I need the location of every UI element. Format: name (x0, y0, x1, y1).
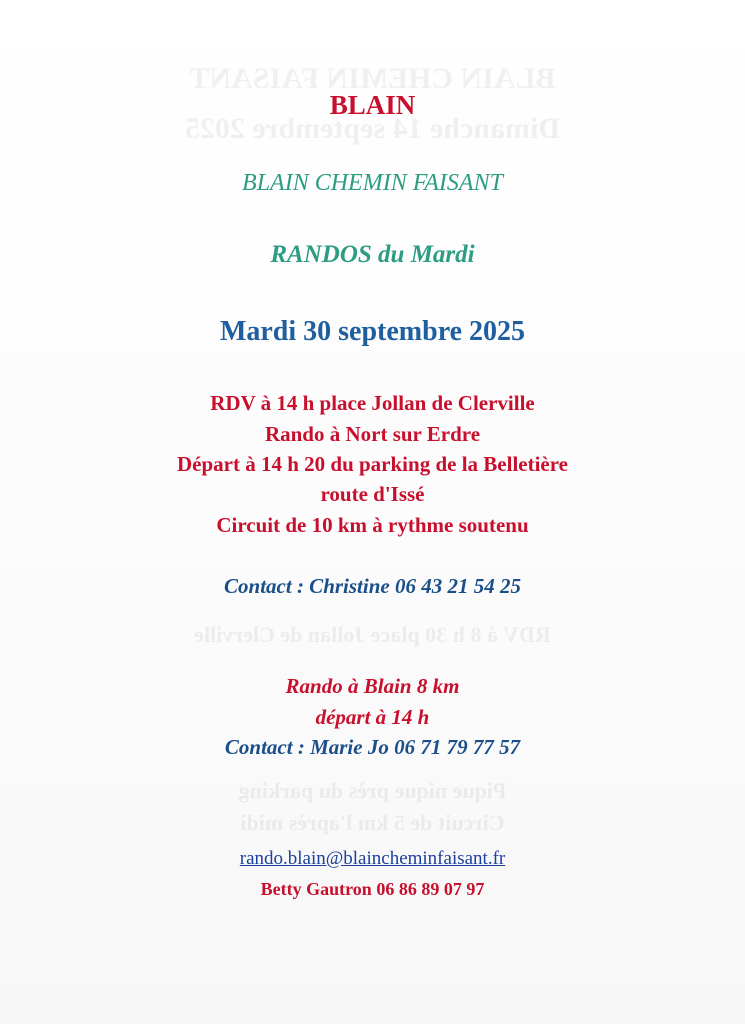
bleed-through-text: RDV à 8 h 30 place Jollan de Clerville (194, 622, 551, 647)
detail-line: RDV à 14 h place Jollan de Clerville (210, 391, 535, 415)
subtitle-bold: RANDOS (270, 241, 372, 268)
event-subtitle (0, 241, 745, 269)
detail-line: Circuit de 10 km à rythme soutenu (216, 513, 529, 537)
blain-rando-line: départ à 14 h (315, 705, 430, 729)
bleed-through-text: Dimanche 14 septembre 2025 (184, 112, 561, 145)
signature-contact: Betty Gautron 06 86 89 07 97 (260, 879, 485, 899)
blain-rando-line: Rando à Blain 8 km (285, 674, 460, 698)
subtitle-rest: du Mardi (371, 241, 475, 268)
bleed-through-text: Pique nique près du parking (238, 778, 507, 803)
detail-line: Départ à 14 h 20 du parking de la Belletière (176, 452, 569, 476)
email-line (0, 848, 745, 870)
detail-line: route d'Issé (320, 482, 425, 506)
event-date: Mardi 30 septembre 2025 (219, 316, 526, 347)
organization-name: BLAIN CHEMIN FAISANT (242, 170, 503, 196)
contact-marie-jo: Contact : Marie Jo 06 71 79 77 57 (224, 735, 521, 759)
contact-christine: Contact : Christine 06 43 21 54 25 (224, 574, 521, 598)
bleed-through-text: BLAIN CHEMIN FAISANT (189, 62, 556, 95)
detail-line: Rando à Nort sur Erdre (264, 422, 481, 446)
email-link[interactable]: rando.blain@blaincheminfaisant.fr (239, 848, 506, 869)
page-title: BLAIN (329, 90, 416, 120)
bleed-through-text: Circuit de 5 km l'après midi (240, 810, 505, 835)
